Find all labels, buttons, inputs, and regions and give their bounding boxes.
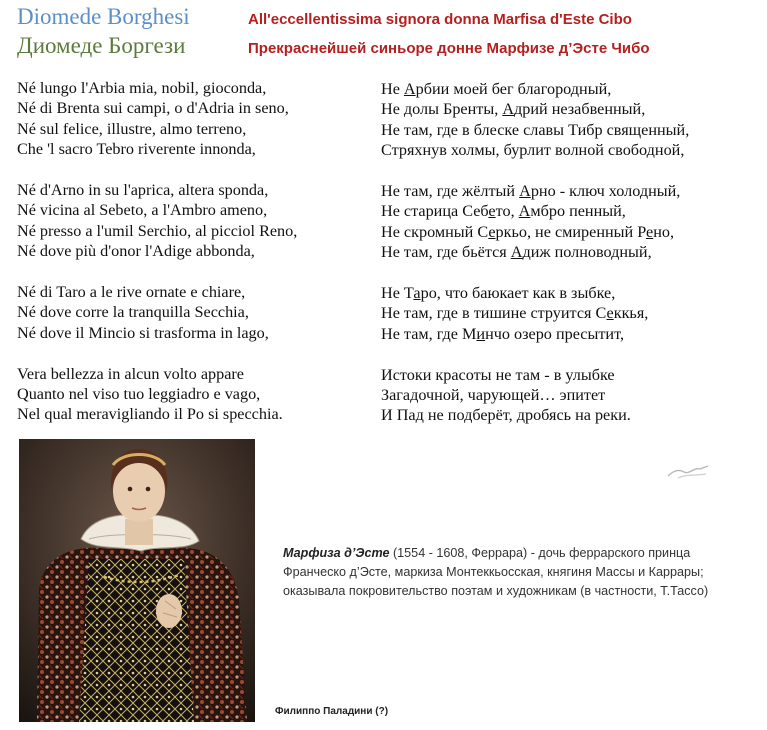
poem-line: Nel qual meravigliando il Po si specchia. — [17, 405, 283, 424]
poem-line: Не старица Себето, Амбро пенный, — [381, 202, 626, 221]
poem-line: Né sul felice, illustre, almo terreno, — [17, 119, 247, 138]
portrait-caption — [283, 544, 743, 601]
portrait-painting — [19, 439, 255, 722]
poem-it-stanza-2 — [17, 180, 297, 262]
poem-ru-stanza-1 — [381, 79, 689, 161]
poem-line: Истоки красоты не там - в улыбке — [381, 365, 615, 384]
caption-description: (1554 - 1608, Феррара) - дочь феррарского принца Франческо д’Эсте, маркиза Монтеккьосская, княгиня Массы и Каррары; оказывала покровительство поэтам и художникам (в частности, Т.Тассо) — [283, 546, 709, 598]
poem-line: Не там, где бьётся Адиж полноводный, — [381, 243, 652, 262]
poem-ru-stanza-2 — [381, 181, 689, 263]
poem-line: Загадочной, чарующей… эпитет — [381, 386, 606, 405]
poem-line: Не Таро, что баюкает как в зыбке, — [381, 284, 616, 303]
dedication-russian: Прекраснейшей синьоре донне Марфизе д’Эсте Чибо — [248, 40, 650, 57]
poem-line: Стряхнув холмы, бурлит волной свободной, — [381, 141, 685, 160]
poem-line: Né lungo l'Arbia mia, nobil, gioconda, — [17, 79, 267, 97]
poem-line: Né presso a l'umil Serchio, al picciol Reno, — [17, 221, 298, 240]
poem-line: Не Арбии моей бег благородный, — [381, 80, 612, 98]
poem-line: Né dove più d'onor l'Adige abbonda, — [17, 242, 255, 261]
caption-subject-name: Марфиза д’Эсте — [283, 546, 390, 560]
poem-line: Не скромный Серкьо, не смиренный Рено, — [381, 222, 675, 241]
poem-it-stanza-4 — [17, 364, 297, 425]
poem-line: Не долы Бренты, Адрий незабвенный, — [381, 100, 646, 119]
poem-line: Не там, где в тишине струится Секкья, — [381, 304, 649, 323]
poem-russian — [381, 79, 689, 446]
poem-line: Né dove il Mincio si trasforma in lago, — [17, 323, 269, 342]
poem-line: Né vicina al Sebeto, a l'Ambro ameno, — [17, 201, 268, 220]
poem-line: Quanto nel viso tuo leggiadro e vago, — [17, 385, 261, 404]
poem-it-stanza-3 — [17, 282, 297, 343]
author-name-russian: Диомеде Боргези — [17, 33, 186, 58]
signature-scribble — [664, 459, 714, 483]
poem-line: Vera bellezza in alcun volto appare — [17, 364, 244, 383]
painting-credit: Филиппо Паладини (?) — [275, 706, 389, 717]
poem-line: Né di Brenta sui campi, o d'Adria in seno, — [17, 99, 289, 118]
poem-line: Né d'Arno in su l'aprica, altera sponda, — [17, 181, 269, 200]
poem-it-stanza-1 — [17, 78, 297, 160]
poem-line: Не там, где жёлтый Арно - ключ холодный, — [381, 182, 681, 201]
poem-line: Не там, где Минчо озеро пресытит, — [381, 324, 624, 343]
poem-line: Che 'l sacro Tebro riverente innonda, — [17, 140, 256, 159]
dedication-italian: All'eccellentissima signora donna Marfisa d'Este Cibo — [248, 11, 632, 28]
author-name-italian: Diomede Borghesi — [17, 4, 190, 29]
poem-line: И Пад не подберёт, дробясь на реки. — [381, 406, 631, 425]
poem-line: Né di Taro a le rive ornate e chiare, — [17, 283, 246, 302]
poem-line: Né dove corre la tranquilla Secchia, — [17, 303, 249, 322]
poem-ru-stanza-3 — [381, 283, 689, 344]
poem-line: Не там, где в блеске славы Тибр священный, — [381, 120, 690, 139]
poem-italian — [17, 78, 297, 445]
poem-ru-stanza-4 — [381, 365, 689, 426]
